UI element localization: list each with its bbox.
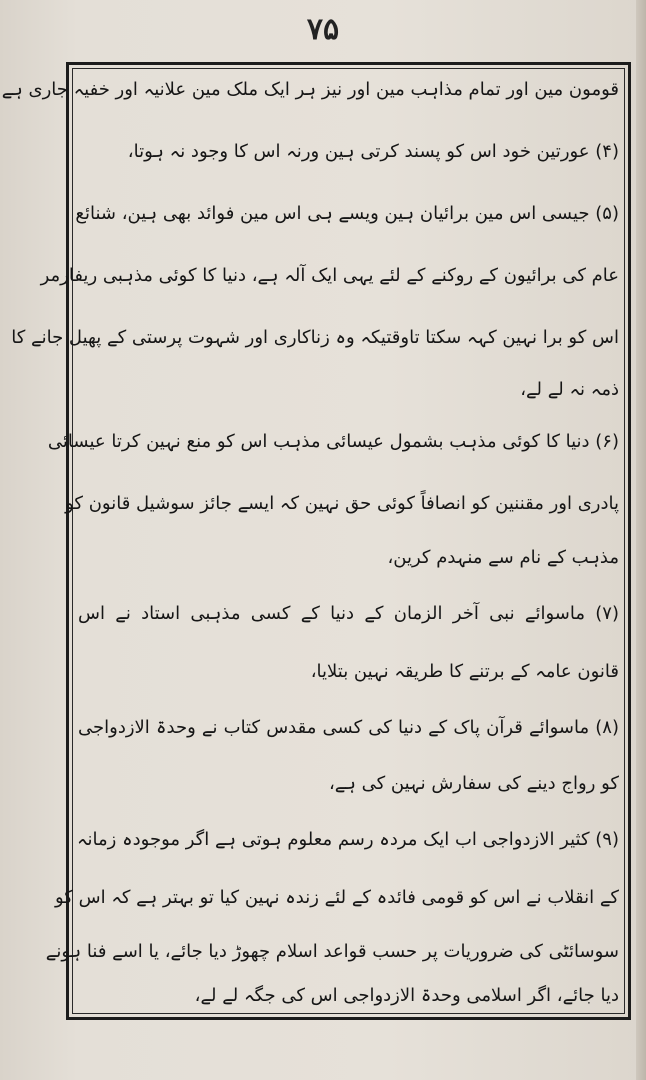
text-line: کو رواج دینے کی سفارش نہین کی ہے، [328, 773, 619, 794]
text-line: (۶) دنیا کا کوئی مذہب بشمول عیسائی مذہب اس کو منع نہین کرتا عیسائی [47, 431, 619, 452]
text-line: سوسائٹی کی ضروریات پر حسب قواعد اسلام چھوڑ دیا جائے، یا اسے فنا ہونے [45, 941, 619, 962]
text-line: دیا جائے، اگر اسلامی وحدۃ الازدواجی اس کی جگہ لے لے، [194, 985, 619, 1006]
text-line: کے انقلاب نے اس کو قومی فائدہ کے لئے زندہ نہین کیا تو بہتر ہے کہ اس کو [55, 887, 619, 908]
page-edge [636, 0, 646, 1080]
page-number: ۷۵ [306, 12, 340, 47]
text-line: (۹) کثیر الازدواجی اب ایک مردہ رسم معلوم ہوتی ہے اگر موجودہ زمانہ [77, 829, 619, 850]
text-line: (۴) عورتین خود اس کو پسند کرتی ہین ورنہ اس کا وجود نہ ہوتا، [127, 141, 619, 162]
body-text [1, 74, 619, 1008]
text-line: ذمہ نہ لے لے، [520, 379, 619, 400]
text-line: (۷) ماسوائے نبی آخر الزمان کے دنیا کے کسی مذہبی استاد نے اس [78, 603, 619, 624]
text-line: قانون عامہ کے برتنے کا طریقہ نہین بتلایا، [310, 661, 619, 682]
text-line: (۸) ماسوائے قرآن پاک کے دنیا کی کسی مقدس کتاب نے وحدۃ الازدواجی [78, 717, 619, 738]
text-line: اس کو برا نہین کہہ سکتا تاوقتیکہ وہ زناکاری اور شہوت پرستی کے پھیل جانے کا [11, 327, 619, 348]
text-line: (۵) جیسی اس مین برائیان ہین ویسے ہی اس مین فوائد بھی ہین، شنائع [75, 203, 619, 224]
text-line: مذہب کے نام سے منہدم کرین، [387, 547, 619, 568]
text-line: قومون مین اور تمام مذاہب مین اور نیز ہر ایک ملک مین علانیہ اور خفیہ جاری ہے [1, 79, 619, 100]
text-line: عام کی برائیون کے روکنے کے لئے یہی ایک آلہ ہے، دنیا کا کوئی مذہبی ریفارمر [40, 265, 619, 286]
text-line: پادری اور مقننین کو انصافاً کوئی حق نہین کہ ایسے جائز سوشیل قانون کو [65, 493, 619, 514]
